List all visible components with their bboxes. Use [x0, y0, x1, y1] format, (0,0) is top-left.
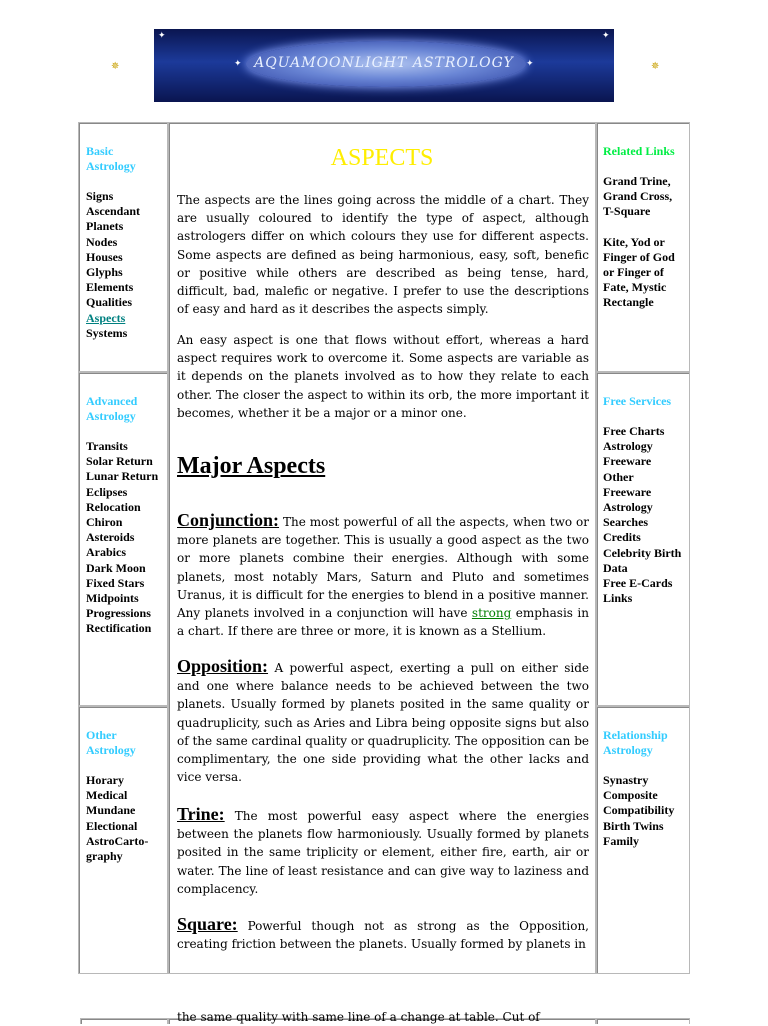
nav-houses[interactable]: Houses	[86, 249, 123, 264]
nav-birth-twins[interactable]: Birth Twins	[603, 818, 664, 833]
major-aspects-heading: Major Aspects	[177, 453, 326, 479]
nav-kite-yod[interactable]: Kite, Yod or Finger of God or Finger of Fate, Mystic Rectangle	[603, 234, 675, 310]
nav-solar-return[interactable]: Solar Return	[86, 454, 153, 469]
nav-mundane[interactable]: Mundane	[86, 803, 136, 818]
nav-medical[interactable]: Medical	[86, 788, 128, 803]
nav-synastry[interactable]: Synastry	[603, 773, 649, 787]
opposition-paragraph	[177, 657, 589, 786]
basic-astrology-title: Basic Astrology	[86, 144, 136, 173]
page-frame	[78, 122, 690, 1024]
main-content-cell	[168, 122, 596, 974]
star-icon: ✦	[234, 59, 242, 69]
nav-midpoints[interactable]: Midpoints	[86, 591, 139, 606]
nav-ascendant[interactable]: Ascendant	[86, 204, 141, 219]
nav-electional[interactable]: Electional	[86, 818, 138, 833]
advanced-astrology-list	[86, 439, 161, 637]
nav-astrology-searches[interactable]: Astrology Searches	[603, 500, 653, 530]
other-astrology-cell	[78, 706, 168, 974]
intro-paragraph-1: The aspects are the lines going across the middle of a chart. They are usually coloured to identify the type of aspect, although astrologers differ on which colours they use for different aspects. Some aspects are defined as being harmonious, easy, soft, benefic or positive while others are described as being tense, hard, difficult, bad, malefic or negative. I prefer to use the descriptions of easy and hard as it describes the aspects simply.	[177, 193, 589, 317]
conjunction-text-b: emphasis in a chart. If there are three or more, it is known as a Stellium.	[177, 606, 589, 639]
opposition-heading: Opposition:	[177, 656, 269, 676]
trine-text: The most powerful easy aspect where the energies between the planets flow harmoniously. Usually formed by planets posited in the same triplicity or element, either fire, earth, air or water. The line of least resistance and can give way to laziness and complacency.	[177, 809, 589, 896]
opposition-text: A powerful aspect, exerting a pull on either side and one where balance needs to be achieved between the two planets. Usually formed by planets posited in the same quality or quadruplicity, such as Aries and Libra being opposite signs but also of the same cardinal quality or quadruplicity. The opposition can be complimentary, the one side providing what the other lacks and vice versa.	[177, 661, 590, 785]
nav-fixed-stars[interactable]: Fixed Stars	[86, 575, 145, 590]
star-icon: ✦	[526, 59, 534, 69]
trine-paragraph	[177, 805, 589, 898]
nav-free-ecards[interactable]: Free E-Cards	[603, 576, 673, 591]
nav-rectification[interactable]: Rectification	[86, 621, 152, 636]
trine-heading: Trine:	[177, 804, 225, 824]
nav-composite[interactable]: Composite	[603, 788, 658, 803]
advanced-astrology-title: Advanced Astrology	[86, 394, 138, 423]
right-continuation-cell	[596, 1018, 690, 1024]
star-icon: ✦	[602, 31, 610, 41]
nav-relocation[interactable]: Relocation	[86, 499, 141, 514]
square-paragraph	[177, 915, 589, 953]
free-services-list	[603, 424, 683, 606]
star-icon: ✵	[651, 61, 660, 72]
nav-grand-trine[interactable]: Grand Trine, Grand Cross, T-Square	[603, 174, 673, 219]
nav-arabics[interactable]: Arabics	[86, 545, 126, 560]
nav-elements[interactable]: Elements	[86, 280, 134, 295]
nav-astrology-freeware[interactable]: Astrology Freeware	[603, 439, 653, 469]
related-links-cell	[596, 122, 690, 372]
nav-systems[interactable]: Systems	[86, 325, 128, 340]
nav-signs[interactable]: Signs	[86, 189, 114, 203]
nav-qualities[interactable]: Qualities	[86, 295, 133, 310]
cut-off-text: the same quality with same line of a change at table. Cut of	[177, 1010, 540, 1024]
basic-astrology-cell	[78, 122, 168, 372]
nav-eclipses[interactable]: Eclipses	[86, 484, 128, 499]
strong-link[interactable]: strong	[471, 606, 512, 621]
nav-celebrity-birth-data[interactable]: Celebrity Birth Data	[603, 545, 682, 575]
basic-astrology-list	[86, 189, 161, 341]
left-continuation-cell	[80, 1018, 168, 1024]
page-title: ASPECTS	[330, 145, 434, 171]
nav-astrocartography[interactable]: AstroCarto-graphy	[86, 833, 149, 864]
nav-dark-moon[interactable]: Dark Moon	[86, 560, 146, 575]
nav-free-charts[interactable]: Free Charts	[603, 424, 665, 438]
star-icon: ✦	[158, 31, 166, 41]
nav-family[interactable]: Family	[603, 833, 639, 848]
square-heading: Square:	[177, 914, 238, 934]
related-links-list	[603, 174, 683, 311]
square-text: Powerful though not as strong as the Opposition, creating friction between the planets. Usually formed by planets in	[177, 919, 589, 952]
relationship-astrology-cell	[596, 706, 690, 974]
nav-credits[interactable]: Credits	[603, 530, 641, 545]
relationship-astrology-list	[603, 773, 683, 849]
free-services-cell	[596, 372, 690, 706]
free-services-title: Free Services	[603, 394, 672, 408]
other-astrology-list	[86, 773, 161, 864]
conjunction-text-a: The most powerful of all the aspects, when two or more planets are together. This is usually a good aspect as the two or more planets combine their energies. Although with some planets, most notably Mars, Saturn and Pluto and sometimes Uranus, it is difficult for the energies to blend in a positive manner. Any planets involved in a conjunction will have	[177, 515, 589, 621]
main-continuation-cell	[168, 1010, 596, 1024]
nav-asteroids[interactable]: Asteroids	[86, 530, 135, 545]
nav-progressions[interactable]: Progressions	[86, 606, 151, 621]
nav-planets[interactable]: Planets	[86, 219, 124, 234]
nav-glyphs[interactable]: Glyphs	[86, 265, 123, 280]
other-astrology-title: Other Astrology	[86, 728, 136, 757]
banner-title: AQUAMOONLIGHT ASTROLOGY	[254, 55, 514, 71]
nav-chiron[interactable]: Chiron	[86, 515, 123, 530]
nav-links[interactable]: Links	[603, 591, 633, 606]
nav-compatibility[interactable]: Compatibility	[603, 803, 675, 818]
nav-nodes[interactable]: Nodes	[86, 234, 118, 249]
conjunction-paragraph	[177, 511, 589, 640]
nav-horary[interactable]: Horary	[86, 773, 124, 787]
conjunction-heading: Conjunction:	[177, 510, 280, 530]
nav-lunar-return[interactable]: Lunar Return	[86, 469, 159, 484]
nav-transits[interactable]: Transits	[86, 439, 128, 453]
nav-aspects[interactable]: Aspects	[86, 310, 126, 325]
nav-other-freeware[interactable]: Other Freeware	[603, 469, 652, 499]
star-icon: ✵	[111, 61, 120, 72]
advanced-astrology-cell	[78, 372, 168, 706]
relationship-astrology-title: Relationship Astrology	[603, 728, 668, 757]
site-banner[interactable]	[154, 29, 614, 102]
related-links-title: Related Links	[603, 144, 675, 158]
intro-paragraph-2: An easy aspect is one that flows without effort, whereas a hard aspect requires work to overcome it. Some aspects are variable as it depends on the planets involved as to how they relate to each other. The closer the aspect to within its orb, the more important it becomes, whether it be a major or a minor one.	[177, 333, 589, 420]
